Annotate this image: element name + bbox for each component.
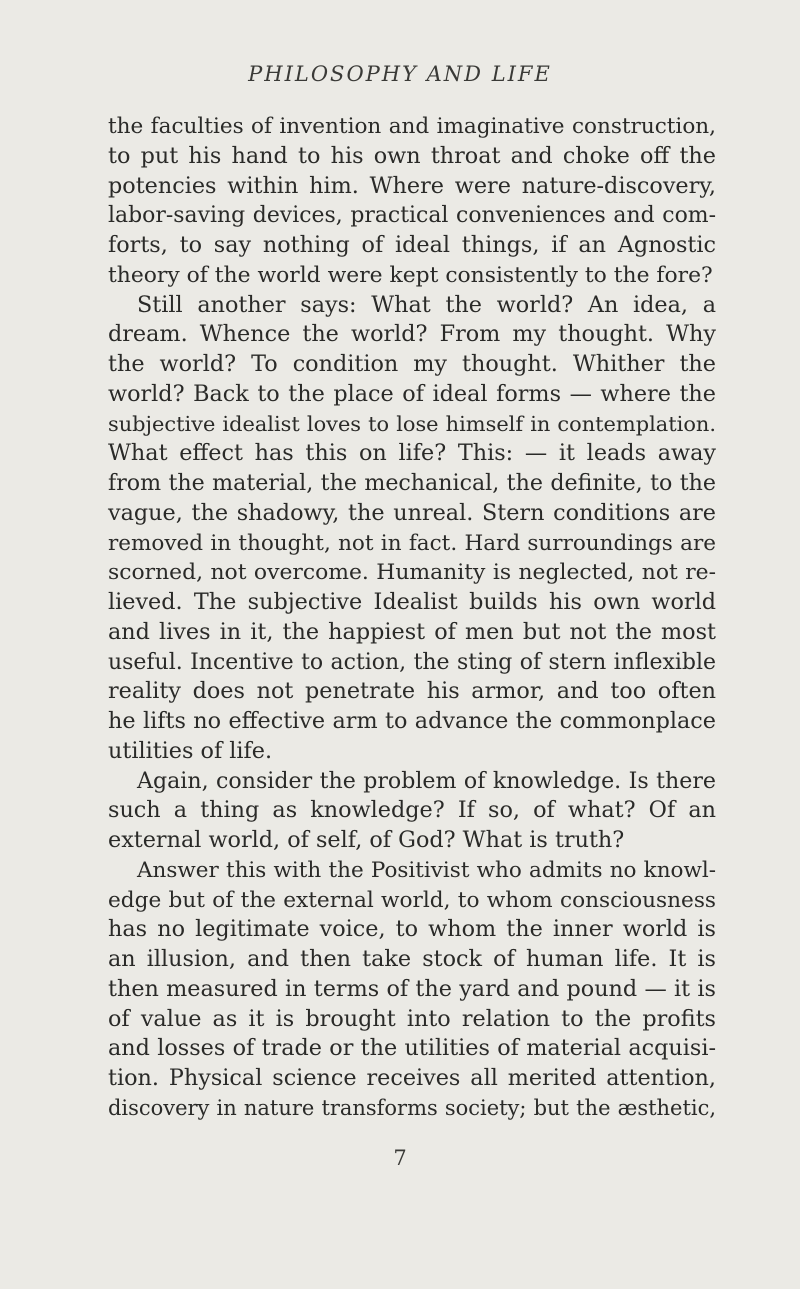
page-number: 7 [393, 1146, 407, 1170]
text-line: and losses of trade or the utilities of material acquisi- [108, 1035, 716, 1062]
text-line: lieved. The subjective Idealist builds his own world [108, 589, 716, 615]
text-line: removed in thought, not in fact. Hard surroundings are [108, 530, 716, 556]
text-line: tion. Physical science receives all merited attention, [108, 1065, 716, 1091]
text-line: dream. Whence the world? From my thought. Why [108, 321, 716, 348]
text-line: has no legitimate voice, to whom the inner world is [108, 916, 716, 943]
running-head: PHILOSOPHY AND LIFE [248, 62, 552, 86]
text-line: potencies within him. Where were nature-discovery, [108, 172, 716, 199]
text-line: discovery in nature transforms society; but the æsthetic, [108, 1095, 716, 1120]
text-line: subjective idealist loves to lose himself in contemplation. [108, 411, 716, 436]
text-line: scorned, not overcome. Humanity is neglected, not re- [108, 560, 716, 586]
text-line: labor-saving devices, practical conveniences and com- [108, 203, 716, 229]
paragraph-start-line: Answer this with the Positivist who admits no knowl- [137, 857, 716, 883]
text-line: such a thing as knowledge? If so, of what? Of an [108, 797, 716, 824]
body-text [108, 112, 716, 1124]
text-line: world? Back to the place of ideal forms — where the [108, 380, 716, 407]
text-line: to put his hand to his own throat and choke off the [108, 142, 716, 169]
text-line: What effect has this on life? This: — it leads away [108, 440, 716, 467]
text-line: reality does not penetrate his armor, and too often [108, 678, 716, 705]
text-line: theory of the world were kept consistently to the fore? [108, 262, 713, 288]
text-line: and lives in it, the happiest of men but not the most [108, 618, 716, 645]
text-line: the faculties of invention and imaginative construction, [108, 114, 716, 139]
text-line: then measured in terms of the yard and pound — it is [108, 975, 716, 1002]
text-line: external world, of self, of God? What is truth? [108, 827, 625, 853]
paragraph-start-line: Still another says: What the world? An idea, a [137, 291, 716, 318]
text-line: edge but of the external world, to whom consciousness [108, 887, 716, 913]
text-line: the world? To condition my thought. Whither the [108, 351, 716, 377]
text-line: forts, to say nothing of ideal things, if an Agnostic [108, 232, 716, 258]
text-line: from the material, the mechanical, the definite, to the [108, 470, 716, 496]
text-line: he lifts no effective arm to advance the commonplace [108, 708, 716, 734]
text-line: useful. Incentive to action, the sting of stern inflexible [108, 649, 716, 675]
paragraph-start-line: Again, consider the problem of knowledge. Is there [137, 767, 716, 794]
text-line: utilities of life. [108, 737, 273, 764]
text-line: of value as it is brought into relation to the profits [108, 1005, 716, 1032]
text-line: an illusion, and then take stock of human life. It is [108, 946, 716, 972]
text-line: vague, the shadowy, the unreal. Stern conditions are [108, 499, 716, 526]
